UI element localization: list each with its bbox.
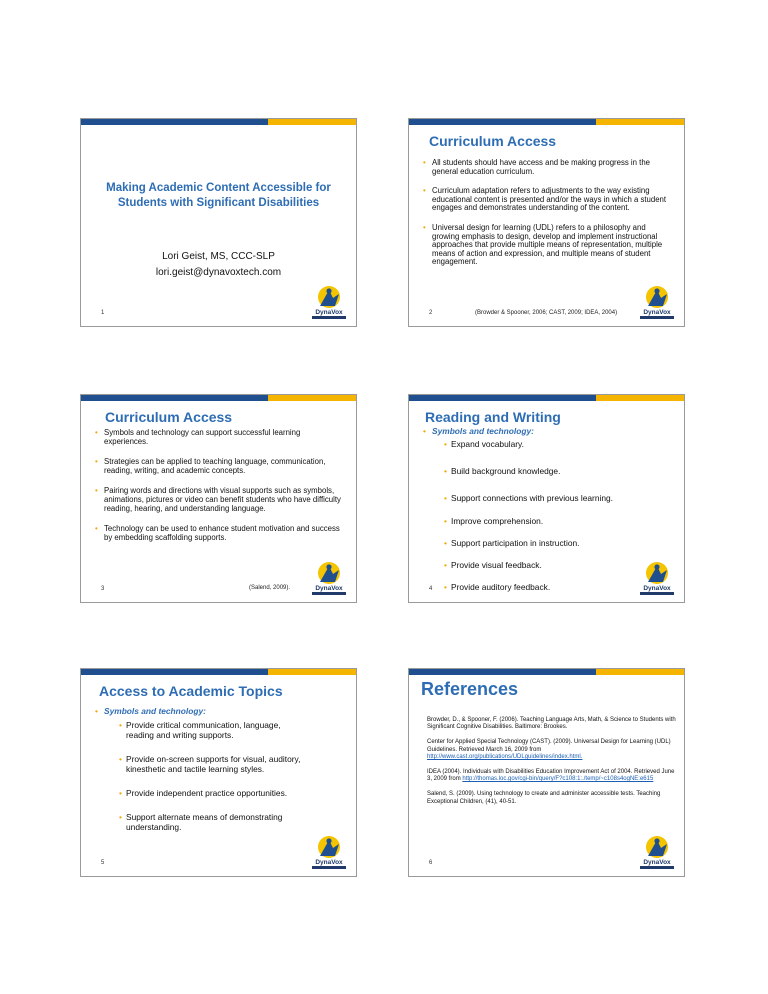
bullet-item: • Curriculum adaptation refers to adjustments to the way existing educational content is presented and/or the ways in which a student engages and demonstrates understanding of the content. [423,187,674,213]
bullet-item: • Universal design for learning (UDL) refers to a philosophy and growing emphasis to design, develop and implement instructional approaches that provide multiple means of representation, multiple means of action and expression, and multiple means of student engagement. [423,224,674,267]
slide-number: 5 [101,860,105,866]
slide-header-bar [409,395,684,401]
sub-item: • Support participation in instruction. [444,538,674,548]
sub-item: • Support alternate means of demonstrating understanding. [119,812,309,832]
bullet-item: • All students should have access and be making progress in the general education curriculum. [423,159,674,176]
subhead: Symbols and technology: [104,706,206,716]
reference-text: Salend, S. (2009). Using technology to create and administer accessible tests. Teaching Exceptional Children, (41), 40-51. [427,791,661,805]
slide-title: Making Academic Content Accessible for Students with Significant Disabilities [106,182,331,209]
bullet-list [95,429,346,542]
slide-title: Reading and Writing [425,409,561,425]
reference-item [427,739,676,761]
reference-item [427,769,676,783]
subhead: Symbols and technology: [432,426,534,436]
presenter-email: lori.geist@dynavoxtech.com [155,267,282,278]
svg-text:DynaVox: DynaVox [315,859,343,866]
slide-number: 2 [429,310,433,316]
svg-text:DynaVox: DynaVox [315,585,343,592]
bullet-list [95,706,346,832]
sub-item: • Provide independent practice opportunities. [119,788,309,798]
dynavox-logo [636,834,678,872]
presenter-name: Lori Geist, MS, CCC-SLP [162,251,275,262]
reference-text: Center for Applied Special Technology (CAST). (2009). Universal Design for Learning (UDL) Guidelines. Retrieved March 16, 2009 from [427,739,671,753]
slide-number: 1 [101,310,105,316]
citation: (Salend, 2009). [249,585,291,591]
slide-3 [80,394,357,603]
reference-item [427,717,676,731]
slide-title: Curriculum Access [429,133,557,149]
slide-header-bar [81,669,356,675]
slide-header-bar [81,395,356,401]
sub-item: • Provide auditory feedback. [444,582,674,592]
slide-title: Curriculum Access [105,409,233,425]
reference-text: IDEA (2004). Individuals with Disabilities Education Improvement Act of 2004. Retrieved June 3, 2009 from [427,769,675,783]
slide-header-bar [409,669,684,675]
slide-5 [80,668,357,877]
sub-item: • Improve comprehension. [444,516,674,526]
bullet-item: • Symbols and technology can support successful learning experiences. [95,429,346,446]
slide-title: References [421,679,519,699]
slide-title: Access to Academic Topics [99,683,283,699]
slide-header-bar [81,119,356,125]
citation: (Browder & Spooner, 2006; CAST, 2009; IDEA, 2004) [475,310,618,316]
sub-item: • Build background knowledge. [444,466,674,476]
slide-header-bar [409,119,684,125]
references-list [427,717,676,814]
sub-item: • Provide on-screen supports for visual, auditory, kinesthetic and tactile learning styles. [119,754,309,774]
reference-link[interactable]: http://thomas.loc.gov/cgi-bin/query/F?c108:1:./temp/~c108s4ogNE:e615 [462,776,654,783]
dynavox-logo [308,284,350,322]
sub-item: • Provide visual feedback. [444,560,674,570]
svg-text:DynaVox: DynaVox [643,585,671,592]
dynavox-logo [636,284,678,322]
dynavox-logo [308,560,350,598]
bullet-item: • Pairing words and directions with visual supports such as symbols, animations, pictures or video can benefit students who have difficulty reading, hearing, and understanding language. [95,487,346,513]
slide-number: 6 [429,860,433,866]
bullet-list [423,159,674,267]
svg-text:DynaVox: DynaVox [643,309,671,316]
subhead-item [95,706,346,832]
slide-number: 4 [429,586,433,592]
svg-text:DynaVox: DynaVox [315,309,343,316]
sub-list [119,720,309,832]
sub-item: • Support connections with previous learning. [444,493,674,503]
svg-text:DynaVox: DynaVox [643,859,671,866]
slide-1 [80,118,357,327]
sub-item: • Provide critical communication, language, reading and writing supports. [119,720,309,740]
slide-6 [408,668,685,877]
reference-text: Browder, D., & Spooner, F. (2006). Teaching Language Arts, Math, & Science to Students with Significant Cognitive Disabilities. Baltimore: Brookes. [427,717,676,731]
bullet-item: • Technology can be used to enhance student motivation and success by embedding scaffolding supports. [95,525,346,542]
dynavox-logo [636,560,678,598]
dynavox-logo [308,834,350,872]
slide-2 [408,118,685,327]
slide-number: 3 [101,586,105,592]
reference-item [427,791,676,805]
reference-link[interactable]: http://www.cast.org/publications/UDLguidelines/index.html. [427,753,583,760]
bullet-item: • Strategies can be applied to teaching language, communication, reading, writing, and academic concepts. [95,458,346,475]
slide-4 [408,394,685,603]
sub-item: • Expand vocabulary. [444,439,674,449]
